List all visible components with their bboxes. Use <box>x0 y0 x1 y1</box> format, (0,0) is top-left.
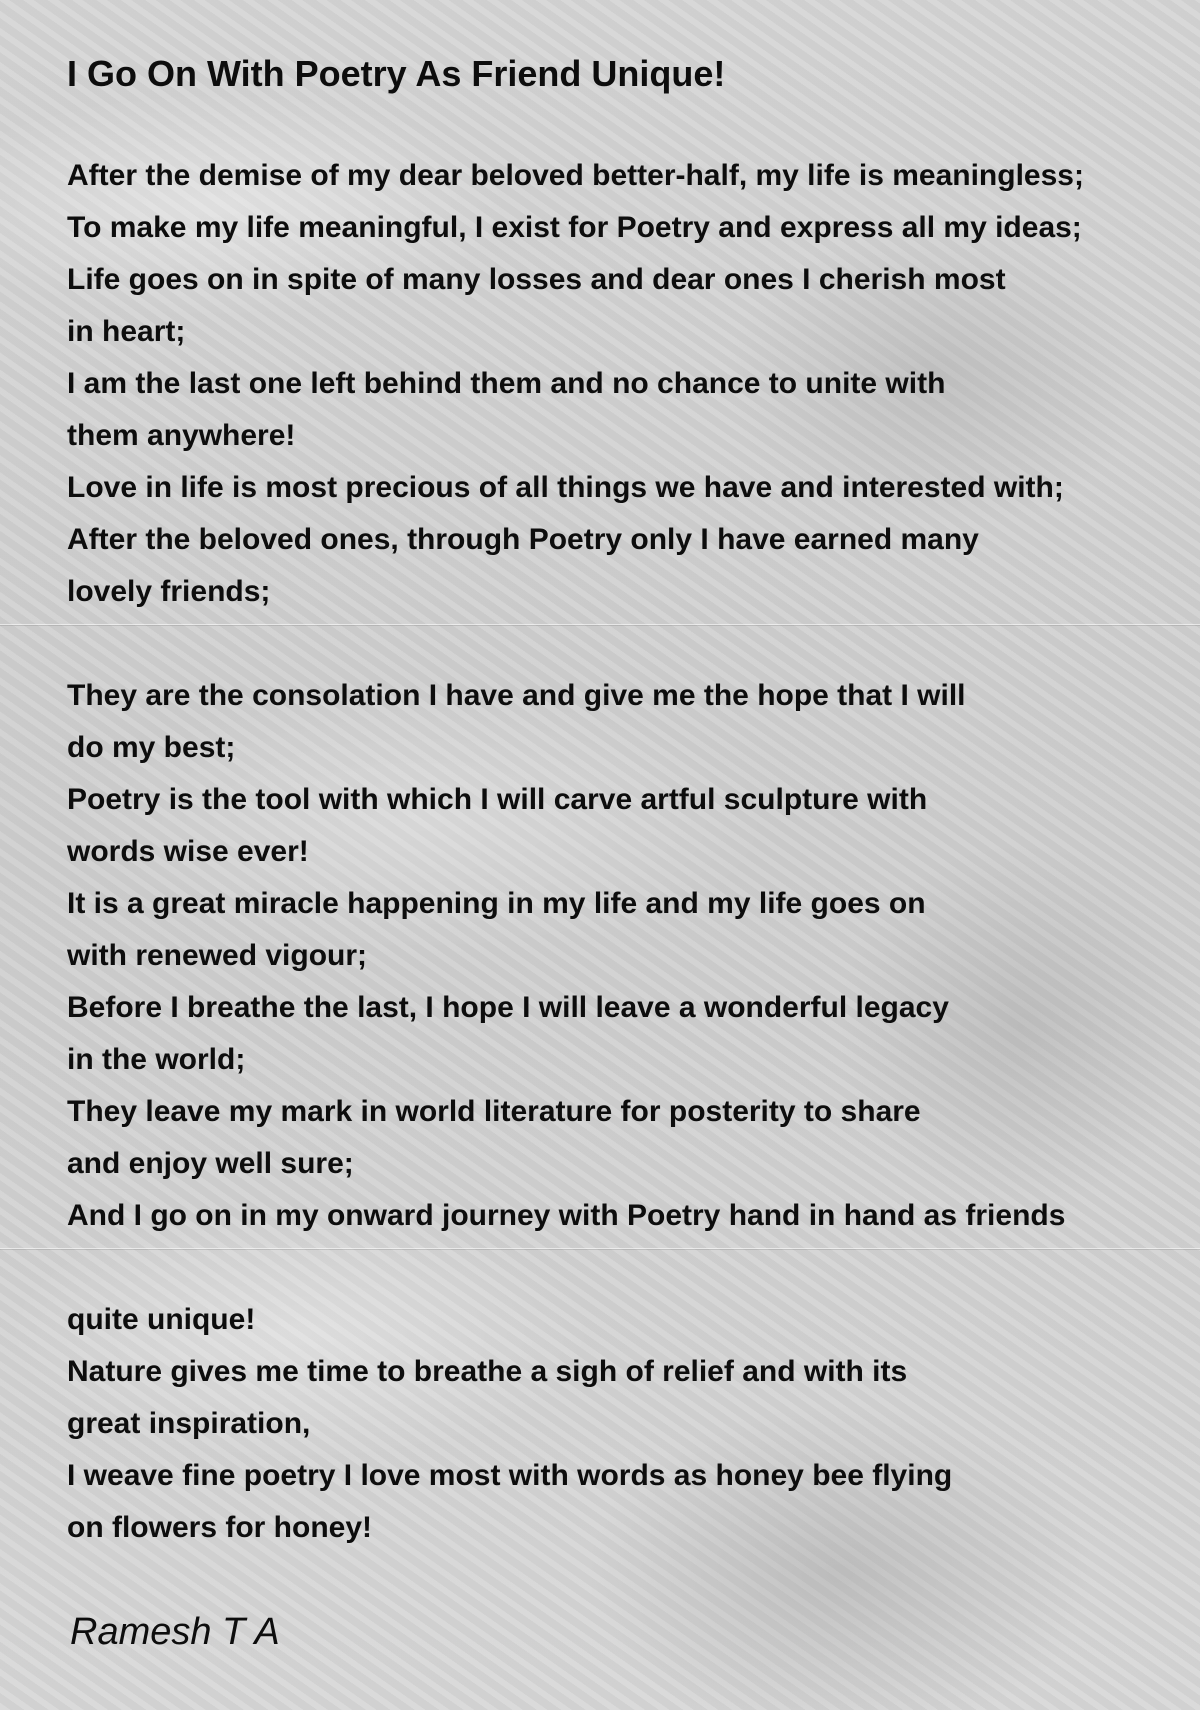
poem-line: To make my life meaningful, I exist for Poetry and express all my ideas; <box>67 211 1082 244</box>
poem-line: Before I breathe the last, I hope I will leave a wonderful legacy <box>67 991 949 1024</box>
poem-line: And I go on in my onward journey with Poetry hand in hand as friends <box>67 1199 1066 1232</box>
poem-line: and enjoy well sure; <box>67 1147 354 1180</box>
poem-line: I am the last one left behind them and no chance to unite with <box>67 367 946 400</box>
poem-line: After the beloved ones, through Poetry only I have earned many <box>67 523 979 556</box>
poem-title: I Go On With Poetry As Friend Unique! <box>67 53 726 94</box>
poem-line: them anywhere! <box>67 419 296 452</box>
poem-line: in the world; <box>67 1043 246 1076</box>
poem-line: great inspiration, <box>67 1407 311 1440</box>
poem-body <box>67 150 1187 1554</box>
poem-line: on flowers for honey! <box>67 1511 373 1544</box>
poem-line: It is a great miracle happening in my life and my life goes on <box>67 887 926 920</box>
poem-line: words wise ever! <box>67 835 309 868</box>
poem-line: I weave fine poetry I love most with words as honey bee flying <box>67 1459 953 1492</box>
poem-line: They are the consolation I have and give me the hope that I will <box>67 679 966 712</box>
poem-line: Life goes on in spite of many losses and dear ones I cherish most <box>67 263 1006 296</box>
poem-line: quite unique! <box>67 1303 256 1336</box>
poem-author: Ramesh T A <box>70 1611 280 1653</box>
stanza-break <box>67 1242 1187 1294</box>
poem-line: lovely friends; <box>67 575 271 608</box>
poem-line: They leave my mark in world literature for posterity to share <box>67 1095 921 1128</box>
stanza-break <box>67 618 1187 670</box>
poem-line: do my best; <box>67 731 236 764</box>
poem-line: with renewed vigour; <box>67 939 368 972</box>
poem-line: Nature gives me time to breathe a sigh of relief and with its <box>67 1355 908 1388</box>
poem-line: in heart; <box>67 315 186 348</box>
poem-line: Love in life is most precious of all things we have and interested with; <box>67 471 1064 504</box>
poem-line: After the demise of my dear beloved better-half, my life is meaningless; <box>67 159 1084 192</box>
poem-line: Poetry is the tool with which I will carve artful sculpture with <box>67 783 928 816</box>
